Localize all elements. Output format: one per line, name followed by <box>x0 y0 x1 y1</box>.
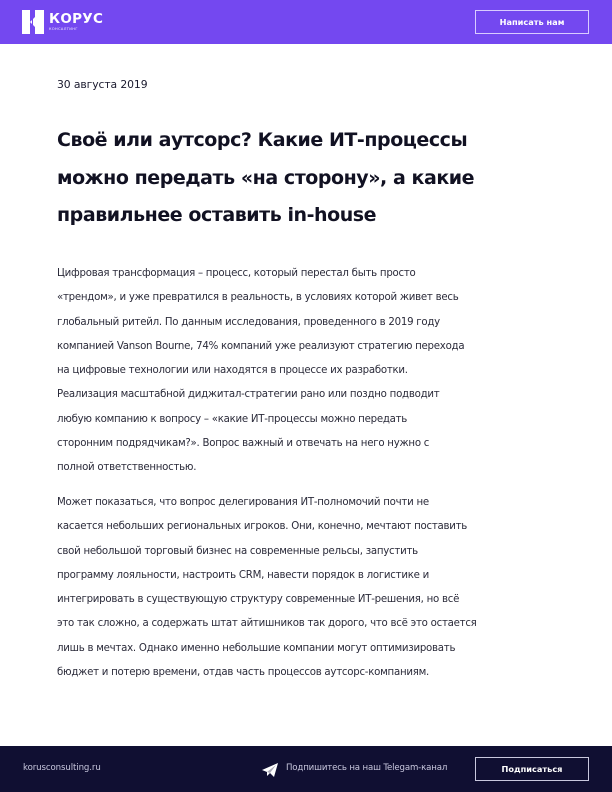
article-paragraph-2 <box>57 491 557 685</box>
paragraph-line: свой небольшой торговый бизнес на современные рельсы, запустить <box>57 545 418 557</box>
paragraph-line: глобальный ритейл. По данным исследования, проведенного в 2019 году <box>57 316 440 328</box>
paragraph-line: на цифровые технологии или находятся в процессе их разработки. <box>57 365 408 377</box>
logo-subtitle: КОНСАЛТИНГ <box>49 27 78 31</box>
header-bar <box>0 0 612 44</box>
paragraph-line: интегрировать в существующую структуру современные ИТ-решения, но всё <box>57 594 460 606</box>
contact-us-button[interactable]: Написать нам <box>475 10 589 34</box>
paragraph-line: Может показаться, что вопрос делегирования ИТ-полномочий почти не <box>57 497 429 508</box>
paragraph-line: любую компанию к вопросу – «какие ИТ-процессы можно передать <box>57 413 408 425</box>
subscribe-button[interactable]: Подписаться <box>475 757 589 781</box>
paragraph-line: компанией Vanson Bourne, 74% компаний уже реализуют стратегию перехода <box>57 340 465 352</box>
paragraph-line: «трендом», и уже превратился в реальность, в условиях которой живет весь <box>57 292 459 304</box>
paragraph-line: касается небольших региональных игроков. Они, конечно, мечтают поставить <box>57 521 468 533</box>
paragraph-line: бюджет и потерю времени, отдав часть процессов аутсорс-компаниям. <box>57 667 430 679</box>
telegram-plane-icon <box>262 763 278 777</box>
logo-name: КОРУС <box>49 10 104 27</box>
title-line: можно передать «на сторону», а какие <box>57 166 475 189</box>
article-title <box>57 122 557 235</box>
paragraph-line: полной ответственностью. <box>57 462 197 474</box>
footer-bar <box>0 746 612 792</box>
site-link[interactable]: korusconsulting.ru <box>23 763 101 773</box>
paragraph-line: Цифровая трансформация – процесс, который перестал быть просто <box>57 268 416 279</box>
paragraph-line: сторонним подрядчикам?». Вопрос важный и отвечать на него нужно с <box>57 438 430 450</box>
paragraph-line: Реализация масштабной диджитал-стратегии рано или поздно подводит <box>57 389 440 401</box>
korus-logo[interactable] <box>22 10 103 34</box>
paragraph-line: лишь в мечтах. Однако именно небольшие компании могут оптимизировать <box>57 642 456 654</box>
korus-logo-mark-icon <box>22 10 44 34</box>
title-line: Своё или аутсорс? Какие ИТ-процессы <box>57 129 468 151</box>
telegram-channel-link[interactable]: Подпишитесь на наш Telegam-канал <box>286 763 448 773</box>
title-line: правильнее оставить in-house <box>57 204 377 226</box>
article-paragraph-1 <box>57 262 557 481</box>
paragraph-line: это так сложно, а содержать штат айтишников так дорого, что всё это остается <box>57 618 477 630</box>
paragraph-line: программу лояльности, настроить CRM, навести порядок в логистике и <box>57 569 429 581</box>
article-date: 30 августа 2019 <box>57 78 148 91</box>
